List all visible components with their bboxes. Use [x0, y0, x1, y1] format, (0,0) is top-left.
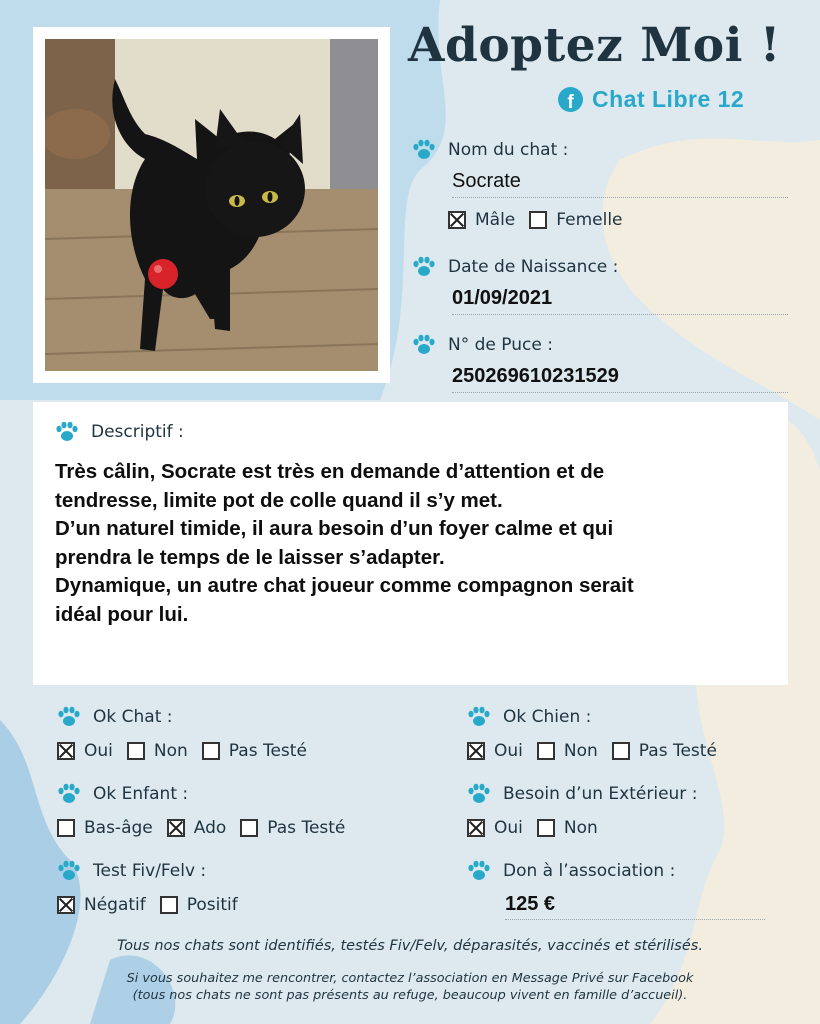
exterieur-options: [467, 818, 697, 838]
birthdate-value: 01/09/2021: [452, 287, 788, 315]
fiv-label: Test Fiv/Felv :: [93, 861, 207, 881]
description-line: idéal pour lui.: [55, 602, 189, 626]
exterieur-oui[interactable]: Oui: [467, 818, 523, 838]
don-value: 125 €: [505, 893, 765, 920]
description-text: [55, 458, 766, 629]
description-label: Descriptif :: [91, 422, 184, 442]
checkbox-checked[interactable]: [57, 742, 75, 760]
ok-chien-label: Ok Chien :: [503, 707, 592, 727]
cat-photo: [45, 39, 378, 371]
name-label: Nom du chat :: [448, 140, 569, 160]
fiv-options: [57, 895, 252, 915]
paw-icon: [57, 782, 81, 806]
sex-option-male[interactable]: Mâle: [448, 210, 515, 230]
ok-enfant-pas-teste[interactable]: Pas Testé: [240, 818, 345, 838]
paw-icon: [412, 255, 436, 279]
checkbox-checked[interactable]: [448, 211, 466, 229]
footer-contact: [0, 970, 820, 1004]
ok-enfant-bas-age[interactable]: Bas-âge: [57, 818, 153, 838]
chip-label: N° de Puce :: [448, 335, 553, 355]
checkbox-unchecked[interactable]: [202, 742, 220, 760]
checkbox-checked[interactable]: [467, 742, 485, 760]
checkbox-unchecked[interactable]: [160, 896, 178, 914]
paw-icon: [467, 705, 491, 729]
checkbox-unchecked[interactable]: [529, 211, 547, 229]
birthdate-label: Date de Naissance :: [448, 257, 619, 277]
ok-chat-pas-teste[interactable]: Pas Testé: [202, 741, 307, 761]
ok-chien-non[interactable]: Non: [537, 741, 598, 761]
don-block: [467, 859, 765, 920]
checkbox-checked[interactable]: [167, 819, 185, 837]
facebook-link[interactable]: [558, 86, 744, 113]
ok-enfant-label: Ok Enfant :: [93, 784, 189, 804]
exterieur-block: [467, 782, 697, 838]
description-line: D’un naturel timide, il aura besoin d’un foyer calme et qui: [55, 517, 614, 540]
description-panel: [33, 402, 788, 685]
checkbox-unchecked[interactable]: [612, 742, 630, 760]
ok-enfant-block: [57, 782, 359, 838]
sex-options: [448, 210, 788, 230]
paw-icon: [467, 782, 491, 806]
chip-value: 250269610231529: [452, 365, 788, 393]
field-birthdate: [412, 255, 788, 315]
paw-icon: [57, 859, 81, 883]
cat-photo-frame: [33, 27, 390, 383]
fiv-negatif[interactable]: Négatif: [57, 895, 146, 915]
footer-contact-line: Si vous souhaitez me rencontrer, contactez l’association en Message Privé sur Facebook: [126, 971, 694, 986]
paw-icon: [467, 859, 491, 883]
checkbox-unchecked[interactable]: [57, 819, 75, 837]
footer-note: Tous nos chats sont identifiés, testés Fiv/Felv, déparasités, vaccinés et stérilisés.: [117, 938, 703, 954]
description-line: Très câlin, Socrate est très en demande d’attention et de: [55, 460, 605, 483]
name-value: Socrate: [452, 170, 788, 198]
paw-icon: [55, 420, 79, 444]
field-chip: [412, 333, 788, 393]
checkbox-unchecked[interactable]: [240, 819, 258, 837]
paw-icon: [57, 705, 81, 729]
description-line: tendresse, limite pot de colle quand il s’y met.: [55, 488, 503, 512]
ok-chien-oui[interactable]: Oui: [467, 741, 523, 761]
ok-chat-options: [57, 741, 321, 761]
checkbox-checked[interactable]: [57, 896, 75, 914]
checkbox-unchecked[interactable]: [537, 742, 555, 760]
fiv-positif[interactable]: Positif: [160, 895, 238, 915]
fiv-block: [57, 859, 252, 915]
exterieur-label: Besoin d’un Extérieur :: [503, 784, 698, 804]
description-line: prendra le temps de le laisser s’adapter.: [55, 545, 445, 569]
facebook-icon: f: [558, 87, 583, 112]
checkbox-checked[interactable]: [467, 819, 485, 837]
facebook-page-name: Chat Libre 12: [592, 86, 745, 112]
ok-chat-label: Ok Chat :: [93, 707, 173, 727]
exterieur-non[interactable]: Non: [537, 818, 598, 838]
don-label: Don à l’association :: [503, 861, 676, 881]
ok-chien-block: [467, 705, 731, 761]
ok-chien-options: [467, 741, 731, 761]
checkbox-unchecked[interactable]: [127, 742, 145, 760]
ok-enfant-options: [57, 818, 359, 838]
paw-icon: [412, 138, 436, 162]
ok-chat-block: [57, 705, 321, 761]
checkbox-unchecked[interactable]: [537, 819, 555, 837]
sex-option-female[interactable]: Femelle: [529, 210, 622, 230]
ok-chien-pas-teste[interactable]: Pas Testé: [612, 741, 717, 761]
ok-enfant-ado[interactable]: Ado: [167, 818, 227, 838]
page-title: Adoptez Moi !: [408, 18, 781, 73]
ok-chat-oui[interactable]: Oui: [57, 741, 113, 761]
ok-chat-non[interactable]: Non: [127, 741, 188, 761]
description-line: Dynamique, un autre chat joueur comme compagnon serait: [55, 574, 634, 597]
field-name: [412, 138, 788, 230]
paw-icon: [412, 333, 436, 357]
footer-contact-line: (tous nos chats ne sont pas présents au refuge, beaucoup vivent en famille d’accueil).: [132, 988, 688, 1003]
